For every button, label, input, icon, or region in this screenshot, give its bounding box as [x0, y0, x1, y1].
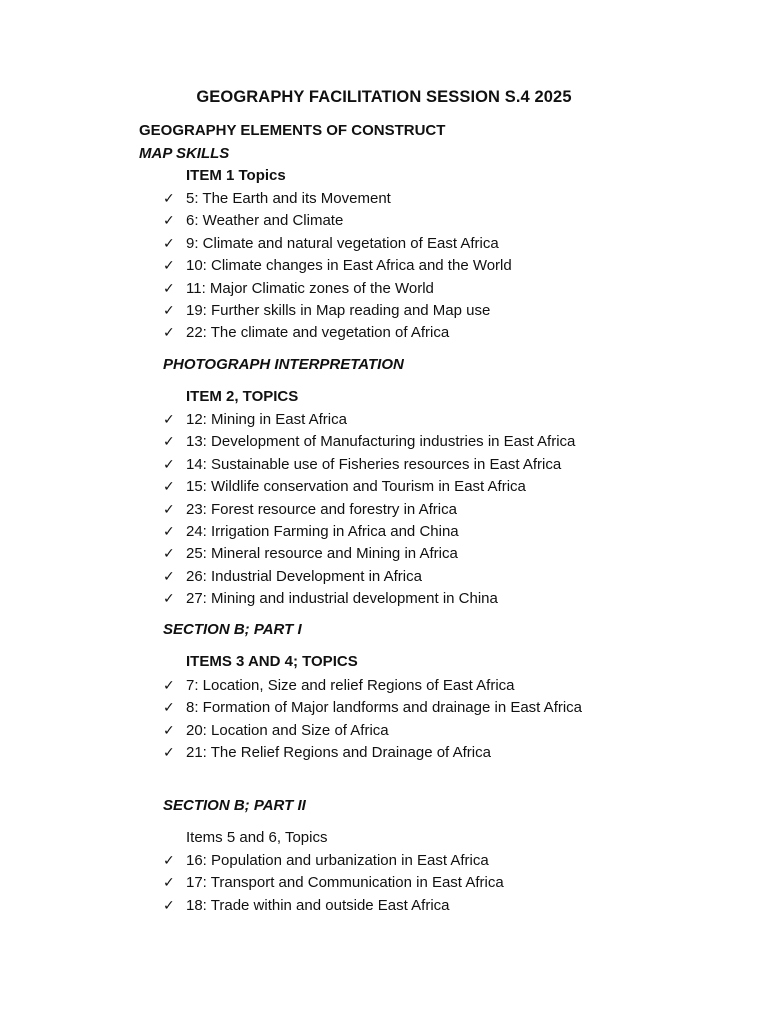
- checkmark-icon: ✓: [163, 280, 175, 297]
- checkmark-icon: ✓: [163, 568, 175, 585]
- checkmark-icon: ✓: [163, 700, 175, 717]
- checkmark-icon: ✓: [163, 456, 175, 473]
- topic-text: 24: Irrigation Farming in Africa and China: [186, 522, 459, 540]
- topic-text: 10: Climate changes in East Africa and the World: [186, 257, 512, 275]
- checkmark-icon: ✓: [163, 875, 175, 892]
- topic-text: 15: Wildlife conservation and Tourism in East Africa: [186, 478, 526, 496]
- checkmark-icon: ✓: [163, 258, 175, 275]
- checkmark-icon: ✓: [163, 479, 175, 496]
- checkmark-icon: ✓: [163, 722, 175, 739]
- topic-text: 18: Trade within and outside East Africa: [186, 896, 450, 914]
- checkmark-icon: ✓: [163, 213, 175, 230]
- topic-text: 21: The Relief Regions and Drainage of Africa: [186, 744, 491, 762]
- checkmark-icon: ✓: [163, 412, 175, 428]
- checkmark-icon: ✓: [163, 501, 175, 518]
- checkmark-icon: ✓: [163, 302, 175, 319]
- checkmark-icon: ✓: [163, 191, 175, 207]
- topic-text: 17: Transport and Communication in East Africa: [186, 874, 504, 892]
- section-heading-part-2: SECTION B; PART II: [163, 797, 306, 814]
- checkmark-icon: ✓: [163, 897, 175, 914]
- topic-text: 8: Formation of Major landforms and drainage in East Africa: [186, 699, 583, 717]
- topic-text: 22: The climate and vegetation of Africa: [186, 324, 450, 342]
- topic-text: 9: Climate and natural vegetation of East Africa: [186, 234, 499, 252]
- topic-text: 11: Major Climatic zones of the World: [186, 279, 434, 297]
- checkmark-icon: ✓: [163, 434, 175, 451]
- topic-text: 25: Mineral resource and Mining in Africa: [186, 545, 458, 563]
- checkmark-icon: ✓: [163, 591, 175, 608]
- topic-text: 19: Further skills in Map reading and Map use: [186, 301, 491, 319]
- topic-text: 26: Industrial Development in Africa: [186, 567, 422, 585]
- topic-text: 12: Mining in East Africa: [186, 411, 347, 428]
- elements-heading: GEOGRAPHY ELEMENTS OF CONSTRUCT: [139, 122, 446, 139]
- topic-text: 13: Development of Manufacturing industries in East Africa: [186, 433, 576, 451]
- topic-text: 20: Location and Size of Africa: [186, 721, 389, 739]
- checkmark-icon: ✓: [163, 523, 175, 540]
- checkmark-icon: ✓: [163, 745, 175, 762]
- checkmark-icon: ✓: [163, 235, 175, 252]
- subheading-item-1: ITEM 1 Topics: [186, 167, 286, 184]
- checkmark-icon: ✓: [163, 853, 175, 869]
- subheading-items-3-4: ITEMS 3 AND 4; TOPICS: [186, 653, 358, 670]
- checkmark-icon: ✓: [163, 678, 175, 694]
- section-heading-part-1: SECTION B; PART I: [163, 621, 302, 638]
- topic-text: 27: Mining and industrial development in China: [186, 590, 498, 608]
- topic-text: 23: Forest resource and forestry in Africa: [186, 500, 457, 518]
- section-heading-photograph-interpretation: PHOTOGRAPH INTERPRETATION: [163, 356, 404, 373]
- topic-text: 5: The Earth and its Movement: [186, 190, 391, 207]
- checkmark-icon: ✓: [163, 546, 175, 563]
- topic-text: 7: Location, Size and relief Regions of East Africa: [186, 677, 515, 694]
- section-heading-map-skills: MAP SKILLS: [139, 145, 230, 162]
- checkmark-icon: ✓: [163, 325, 175, 342]
- page-title: GEOGRAPHY FACILITATION SESSION S.4 2025: [196, 88, 572, 106]
- topic-text: 16: Population and urbanization in East Africa: [186, 852, 489, 869]
- topic-text: 14: Sustainable use of Fisheries resources in East Africa: [186, 455, 562, 473]
- subheading-item-2: ITEM 2, TOPICS: [186, 388, 299, 405]
- subheading-items-5-6: Items 5 and 6, Topics: [186, 829, 328, 846]
- topic-text: 6: Weather and Climate: [186, 212, 344, 230]
